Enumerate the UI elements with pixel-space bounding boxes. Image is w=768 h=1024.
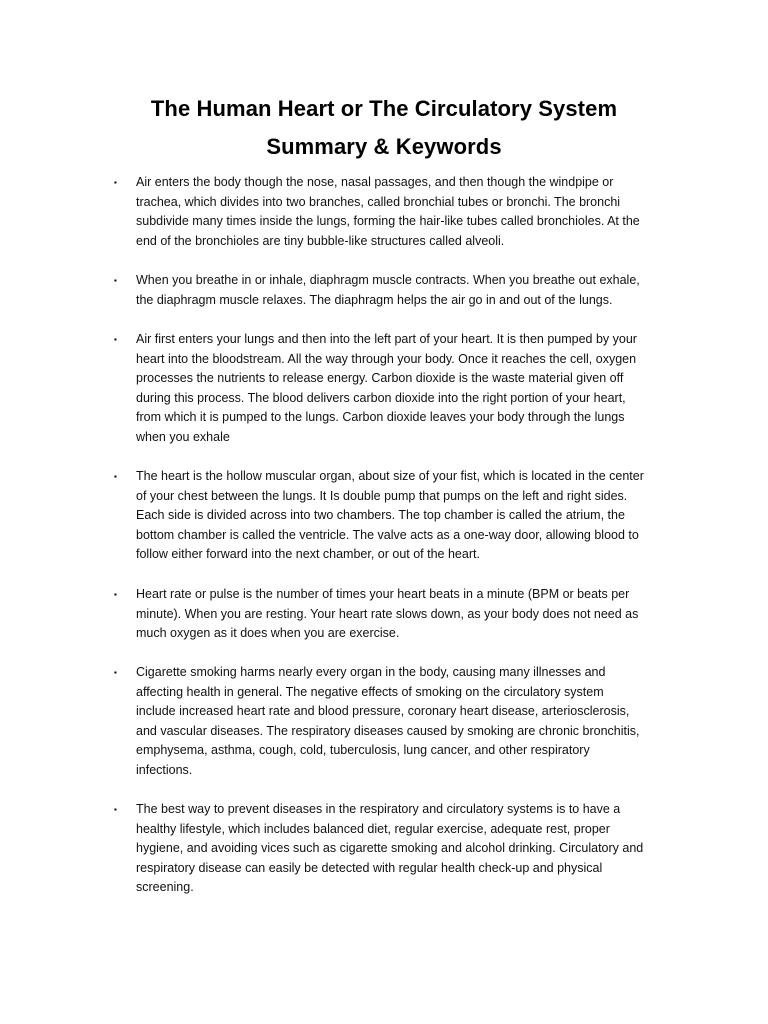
text-line: The heart is the hollow muscular organ, about size of your fist, which is located in the center	[136, 469, 644, 483]
bullet-icon: ▪	[114, 805, 117, 814]
bullet-icon: ▪	[114, 472, 117, 481]
text-line: emphysema, asthma, cough, cold, tuberculosis, lung cancer, and other respiratory	[136, 743, 590, 758]
text-line: bottom chamber is called the ventricle. The valve acts as a one-way door, allowing blood to	[136, 527, 639, 542]
text-line: processes the nutrients to release energy. Carbon dioxide is the waste material given off	[136, 371, 624, 386]
paragraph-diaphragm	[136, 271, 684, 310]
bullet-icon: ▪	[114, 178, 117, 187]
paragraph-heart	[136, 467, 684, 565]
text-line: of your chest between the lungs. It Is double pump that pumps on the left and right sides.	[136, 488, 628, 503]
text-line: affecting health in general. The negative effects of smoking on the circulatory system	[136, 684, 604, 699]
text-line: when you exhale	[136, 429, 230, 444]
text-line: include increased heart rate and blood pressure, coronary heart disease, arteriosclerosis,	[136, 704, 630, 719]
paragraph-smoking	[136, 663, 684, 781]
text-line: The best way to prevent diseases in the respiratory and circulatory systems is to have a	[136, 802, 621, 816]
text-line: Air enters the body though the nose, nasal passages, and then though the windpipe or	[136, 175, 614, 189]
bullet-icon: ▪	[114, 590, 117, 599]
text-line: from which it is pumped to the lungs. Carbon dioxide leaves your body through the lungs	[136, 410, 625, 425]
bullet-icon: ▪	[114, 276, 117, 285]
text-line: minute). When you are resting. Your heart rate slows down, as your body does not need as	[136, 606, 639, 621]
paragraph-circulation	[136, 330, 684, 448]
text-line: end of the bronchioles are tiny bubble-like structures called alveoli.	[136, 233, 505, 248]
text-line: during this process. The blood delivers carbon dioxide into the right portion of your heart,	[136, 390, 626, 405]
text-line: healthy lifestyle, which includes balanced diet, regular exercise, adequate rest, proper	[136, 821, 610, 836]
text-line: Cigarette smoking harms nearly every organ in the body, causing many illnesses and	[136, 665, 606, 679]
page-subtitle: Summary & Keywords	[266, 134, 502, 159]
text-line: Heart rate or pulse is the number of times your heart beats in a minute (BPM or beats per	[136, 587, 630, 601]
text-line: respiratory disease can easily be detected with regular health check-up and physical	[136, 860, 603, 875]
text-line: the diaphragm muscle relaxes. The diaphragm helps the air go in and out of the lungs.	[136, 292, 613, 307]
bullet-icon: ▪	[114, 668, 117, 677]
paragraph-airway	[136, 173, 684, 251]
text-line: screening.	[136, 880, 194, 895]
text-line: Air first enters your lungs and then into the left part of your heart. It is then pumped by your	[136, 332, 637, 346]
text-line: subdivide many times inside the lungs, forming the hair-like tubes called bronchioles. At the	[136, 214, 640, 229]
page-title: The Human Heart or The Circulatory System	[150, 96, 618, 121]
text-line: heart into the bloodstream. All the way through your body. Once it reaches the cell, oxygen	[136, 351, 637, 366]
text-line: hygiene, and avoiding vices such as cigarette smoking and alcohol drinking. Circulatory and	[136, 841, 644, 856]
text-line: follow either forward into the next chamber, or out of the heart.	[136, 547, 480, 562]
text-line: infections.	[136, 762, 193, 777]
text-line: much oxygen as it does when you are exercise.	[136, 626, 400, 641]
text-line: Each side is divided across into two chambers. The top chamber is called the atrium, the	[136, 508, 625, 523]
text-line: When you breathe in or inhale, diaphragm muscle contracts. When you breathe out exhale,	[136, 273, 640, 287]
paragraph-prevention	[136, 800, 684, 898]
text-line: and vascular diseases. The respiratory diseases caused by smoking are chronic bronchitis,	[136, 723, 640, 738]
text-line: trachea, which divides into two branches, called bronchial tubes or bronchi. The bronchi	[136, 194, 621, 209]
bullet-icon: ▪	[114, 335, 117, 344]
paragraph-heart-rate	[136, 585, 684, 644]
